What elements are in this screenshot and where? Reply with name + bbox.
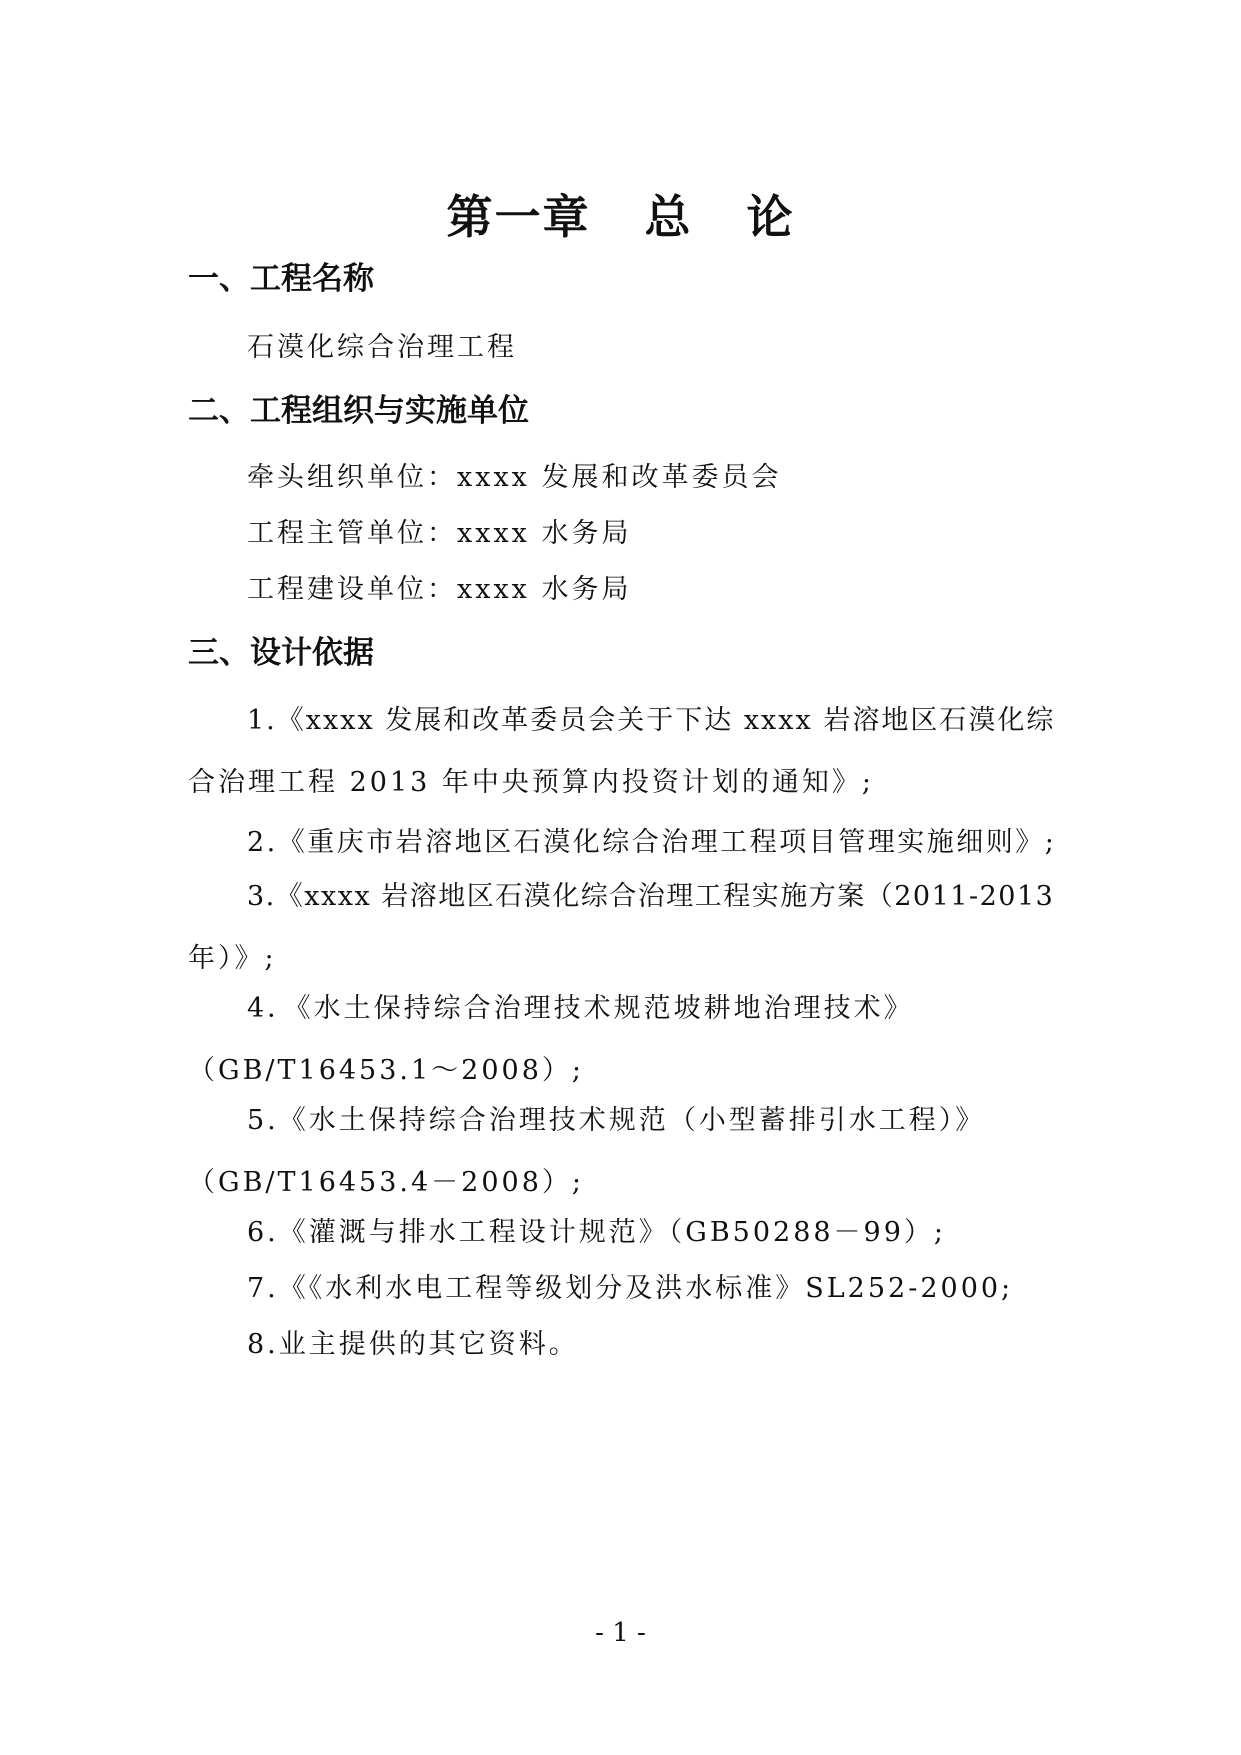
- basis-item-2: [188, 812, 1058, 874]
- basis-item-5: [188, 1090, 1058, 1214]
- basis-item-3-line2: 年）》;: [188, 943, 277, 974]
- basis-item-5-line1: 5.《水土保持综合治理技术规范（小型蓄排引水工程）》: [247, 1105, 986, 1136]
- section-heading-project-name: 一、工程名称: [188, 261, 374, 297]
- section-heading-basis: 三、设计依据: [188, 635, 374, 671]
- basis-item-7: [188, 1258, 1058, 1320]
- basis-item-4-line1: 4．《水土保持综合治理技术规范坡耕地治理技术》: [247, 993, 914, 1024]
- basis-item-7-line1: 7.《《水利水电工程等级划分及洪水标准》SL252-2000;: [247, 1273, 1014, 1304]
- basis-item-8: [188, 1314, 1058, 1376]
- project-name-text: 石漠化综合治理工程: [247, 332, 517, 363]
- basis-item-8-line1: 8.业主提供的其它资料。: [247, 1329, 579, 1360]
- lead-unit-text: 牵头组织单位：xxxx 发展和改革委员会: [247, 462, 782, 493]
- basis-item-6: [188, 1202, 1058, 1264]
- managing-unit-text: 工程主管单位：xxxx 水务局: [247, 518, 632, 549]
- basis-item-3: [188, 866, 1058, 990]
- basis-item-6-line1: 6.《灌溉与排水工程设计规范》（GB50288－99）;: [247, 1217, 947, 1248]
- basis-item-1: [188, 690, 1058, 814]
- basis-item-2-line1: 2.《重庆市岩溶地区石漠化综合治理工程项目管理实施细则》;: [247, 827, 1057, 858]
- basis-item-1-line1: 1.《xxxx 发展和改革委员会关于下达 xxxx 岩溶地区石漠化综: [247, 705, 1056, 736]
- chapter-title: 第一章 总 论: [446, 190, 795, 244]
- construction-unit-text: 工程建设单位：xxxx 水务局: [247, 574, 632, 605]
- basis-item-4: [188, 978, 1058, 1102]
- basis-item-5-line2: （GB/T16453.4－2008）;: [188, 1167, 584, 1198]
- page-number: - 1 -: [595, 1618, 646, 1648]
- basis-item-3-line1: 3.《xxxx 岩溶地区石漠化综合治理工程实施方案（2011-2013: [247, 881, 1055, 912]
- basis-item-1-line2: 合治理工程 2013 年中央预算内投资计划的通知》;: [188, 767, 874, 798]
- basis-item-4-line2: （GB/T16453.1～2008）;: [188, 1055, 584, 1086]
- section-heading-organization: 二、工程组织与实施单位: [188, 393, 529, 429]
